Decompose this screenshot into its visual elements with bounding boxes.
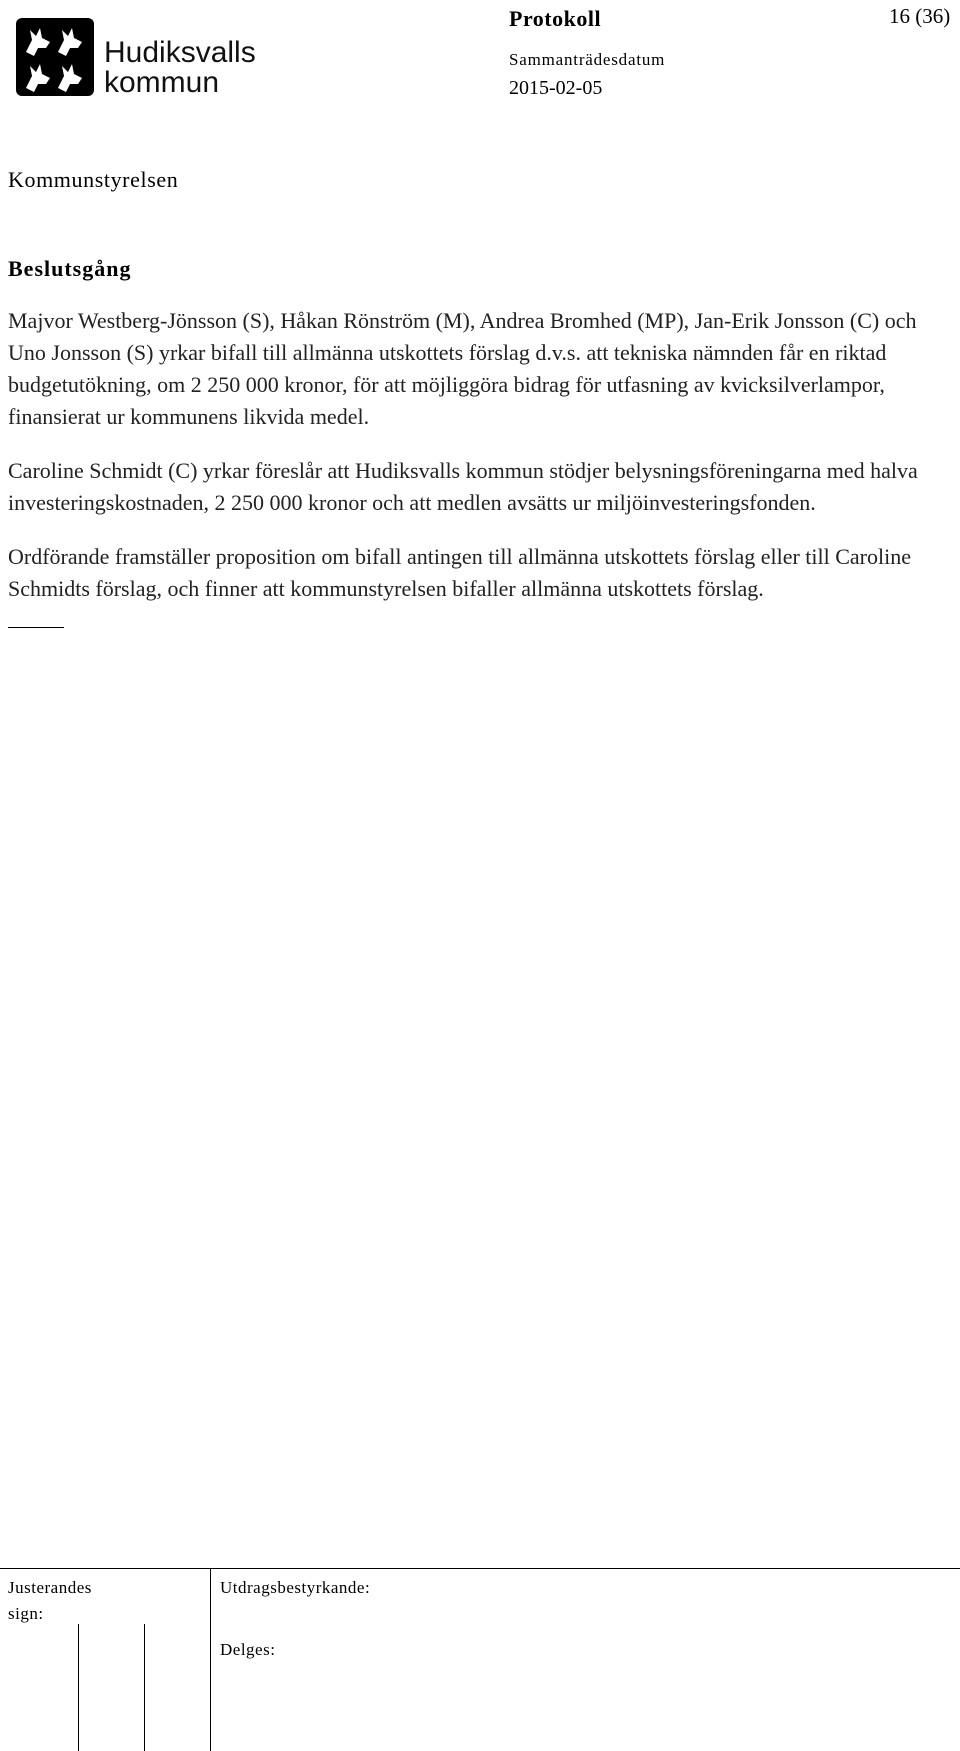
committee-name: Kommunstyrelsen bbox=[8, 167, 179, 192]
signature-box-divider bbox=[144, 1624, 145, 1751]
utdragsbestyrkande-label: Utdragsbestyrkande: bbox=[220, 1578, 371, 1597]
signature-box-divider bbox=[78, 1624, 79, 1751]
goat-emblem-icon bbox=[16, 18, 94, 96]
paragraph-motion-bifall: Majvor Westberg-Jönsson (S), Håkan Rönström (M), Andrea Bromhed (MP), Jan-Erik Jonsson (C) och Uno Jonsson (S) yrkar bifall till allmänna utskottets förslag d.v.s. att tekniska nämnden får en riktad budgetutökning, om 2 250 000 kronor, för att möjliggöra bidrag för utfasning av kvicksilverlampor, finansierat ur kommunens likvida medel. bbox=[8, 308, 917, 429]
paragraph-proposition: Ordförande framställer proposition om bifall antingen till allmänna utskottets förslag eller till Caroline Schmidts förslag, och finner att kommunstyrelsen bifaller allmänna utskottets förslag. bbox=[8, 544, 911, 601]
document-type: Protokoll bbox=[509, 6, 602, 31]
logo-wordmark bbox=[104, 38, 256, 98]
delges-label: Delges: bbox=[220, 1640, 276, 1659]
logo-line-2: kommun bbox=[104, 66, 220, 99]
decision-text bbox=[8, 305, 953, 628]
page-number: 16 (36) bbox=[889, 4, 951, 28]
paragraph-motion-schmidt: Caroline Schmidt (C) yrkar föreslår att Hudiksvalls kommun stödjer belysningsföreningarna med halva investeringskostnaden, 2 250 000 kronor och att medlen avsätts ur miljöinvesteringsfonden. bbox=[8, 458, 918, 515]
sign-label: sign: bbox=[8, 1604, 44, 1623]
section-heading: Beslutsgång bbox=[8, 256, 132, 281]
meeting-date-label: Sammanträdesdatum bbox=[509, 50, 666, 69]
justerandes-label: Justerandes bbox=[8, 1578, 92, 1597]
footer-column-divider bbox=[210, 1569, 211, 1751]
meeting-date: 2015-02-05 bbox=[509, 77, 603, 99]
signature-footer bbox=[0, 1568, 960, 1751]
end-of-section-rule bbox=[8, 627, 64, 628]
logo-line-1: Hudiksvalls bbox=[104, 36, 256, 69]
municipality-logo bbox=[16, 18, 266, 99]
